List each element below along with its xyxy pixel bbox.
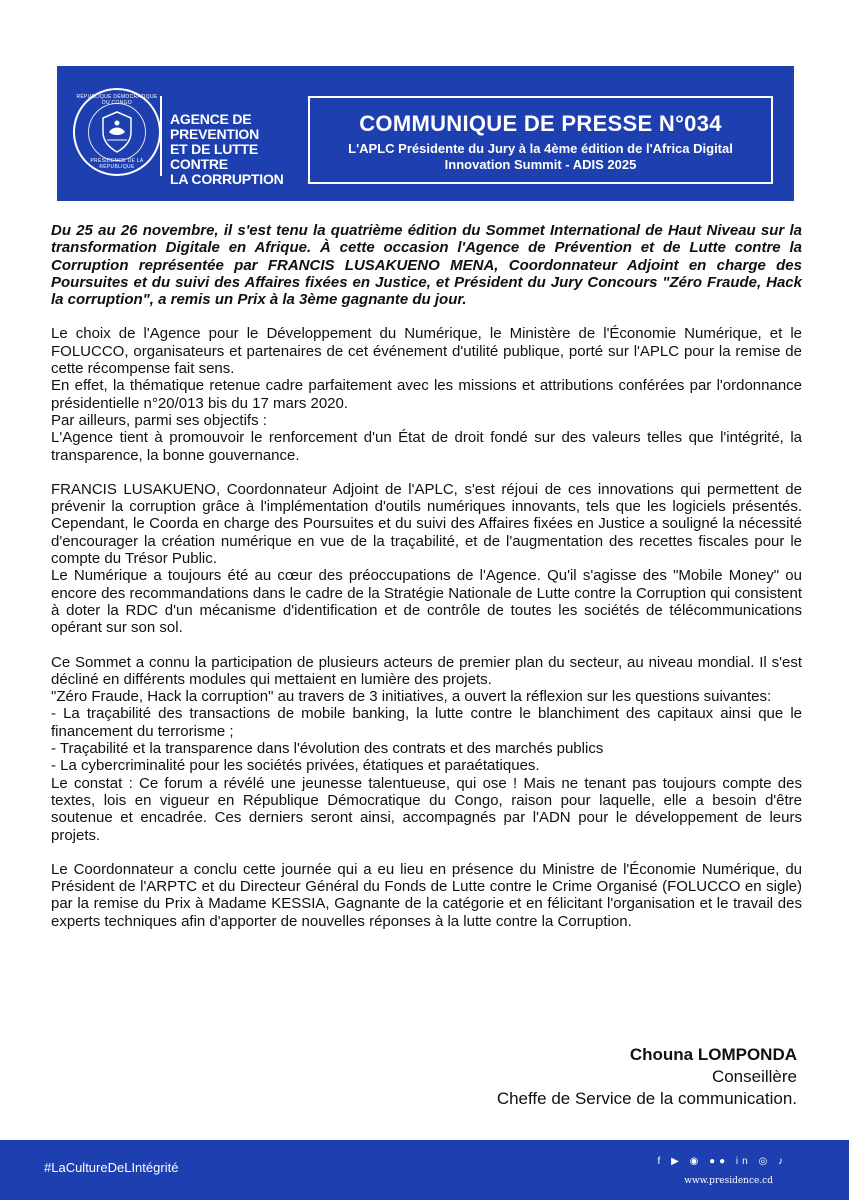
agency-line-2: ET DE LUTTE CONTRE — [170, 141, 259, 172]
press-release-body — [51, 222, 802, 930]
body-paragraph: FRANCIS LUSAKUENO, Coordonnateur Adjoint de l'APLC, s'est réjoui de ces innovations qui permettent de prévenir la corruption grâce à l'implémentation d'outils numériques innovants, tels que les logiciels présentés. Cependant, le Coorda en charge des Poursuites et du suivi des Affaires fixées en Justice a souligné la nécessité d'encourager la création numérique en vue de la traçabilité, et de l'augmentation des recettes fiscales pour le compte du Trésor Public. — [51, 480, 802, 568]
website-link[interactable]: www.presidence.cd — [684, 1176, 773, 1186]
list-item: - La cybercriminalité pour les sociétés privées, étatiques et paraétatiques. — [51, 757, 540, 775]
seal-text-top: RÉPUBLIQUE DÉMOCRATIQUE DU CONGO — [76, 94, 158, 106]
body-paragraph: Le Numérique a toujours été au cœur des préoccupations de l'Agence. Qu'il s'agisse des "Mobile Money" ou encore des recommandations dans le cadre de la Stratégie Nationale de Lutte contre la Corruption qui consistent à doter la RDC d'un mécanisme d'identification et de contrôle de toutes les sociétés de télécommunications opérant sur son sol. — [51, 567, 802, 637]
body-paragraph: Ce Sommet a connu la participation de plusieurs acteurs de premier plan du secteur, au niveau mondial. Il s'est décliné en différents modules qui mettaient en lumière des projets. — [51, 653, 802, 688]
lead-paragraph: Du 25 au 26 novembre, il s'est tenu la quatrième édition du Sommet International de Haut Niveau sur la transformation Digitale en Afrique. À cette occasion l'Agence de Prévention et de Lutte contre la Corruption représentée par FRANCIS LUSAKUENO MENA, Coordonnateur Adjoint en charge des Poursuites et du suivi des Affaires fixées en Justice, et Président du Jury Concours "Zéro Fraude, Hack la corruption", a remis un Prix à la 3ème gagnante du jour. — [51, 222, 802, 309]
press-release-title: COMMUNIQUE DE PRESSE N°034 — [359, 111, 722, 136]
header-banner — [57, 66, 794, 201]
signatory-name: Chouna LOMPONDA — [629, 1045, 797, 1064]
signatory-position: Cheffe de Service de la communication. — [496, 1089, 797, 1108]
footer-hashtag[interactable]: #LaCultureDeLIntégrité — [44, 1160, 179, 1175]
signature-block — [497, 1044, 797, 1110]
presidency-seal-icon — [73, 88, 161, 176]
body-paragraph: Par ailleurs, parmi ses objectifs : — [51, 411, 267, 429]
list-item: - Traçabilité et la transparence dans l'évolution des contrats et des marchés publics — [51, 740, 604, 758]
title-box — [308, 96, 773, 184]
body-paragraph: "Zéro Fraude, Hack la corruption" au travers de 3 initiatives, a ouvert la réflexion sur les questions suivantes: — [51, 688, 772, 706]
press-release-subtitle: L'APLC Présidente du Jury à la 4ème édition de l'Africa Digital Innovation Summit - ADIS 2025 — [348, 141, 733, 172]
body-paragraph: En effet, la thématique retenue cadre parfaitement avec les missions et attributions conférées par l'ordonnance présidentielle n°20/013 bis du 17 mars 2020. — [51, 377, 802, 412]
agency-line-1: AGENCE DE PREVENTION — [170, 111, 260, 142]
list-item: - La traçabilité des transactions de mobile banking, la lutte contre le blanchiment des capitaux ainsi que le financement du terrorisme ; — [51, 705, 802, 740]
header-divider — [160, 96, 162, 176]
body-paragraph: L'Agence tient à promouvoir le renforcement d'un État de droit fondé sur des valeurs telles que l'intégrité, la transparence, la bonne gouvernance. — [51, 429, 802, 464]
social-media-icons[interactable]: f ▶ ◉ ●● in ◎ ♪ — [657, 1156, 787, 1167]
agency-line-3: LA CORRUPTION — [170, 171, 284, 187]
seal-text-bottom: PRÉSIDENCE DE LA RÉPUBLIQUE — [90, 158, 144, 170]
body-paragraph: Le choix de l'Agence pour le Développement du Numérique, le Ministère de l'Économie Numérique, et le FOLUCCO, organisateurs et partenaires de cet événement d'utilité publique, porté sur l'APLC pour la remise de cette récompense fait sens. — [51, 325, 802, 378]
signatory-role: Conseillère — [711, 1067, 797, 1086]
leopard-emblem-icon — [97, 110, 137, 154]
body-paragraph: Le constat : Ce forum a révélé une jeunesse talentueuse, qui ose ! Mais ne tenant pas toujours compte des textes, lois en vigueur en République Démocratique du Congo, raison pour laquelle, elle a besoin d'être soutenue et encadrée. Ces derniers seront ainsi, accompagnés par l'ADN pour le développement de leurs projets. — [51, 774, 802, 844]
body-paragraph: Le Coordonnateur a conclu cette journée qui a eu lieu en présence du Ministre de l'Économie Numérique, du Président de l'ARPTC et du Directeur Général du Fonds de Lutte contre le Crime Organisé (FOLUCCO en sigle) par la remise du Prix à Madame KESSIA, Gagnante de la catégorie et en félicitant l'organisation et le travail des experts techniques afin d'apporter de nouvelles réponses à la lutte contre la Corruption. — [51, 860, 802, 930]
agency-name — [170, 112, 300, 187]
footer-bar — [0, 1140, 849, 1200]
